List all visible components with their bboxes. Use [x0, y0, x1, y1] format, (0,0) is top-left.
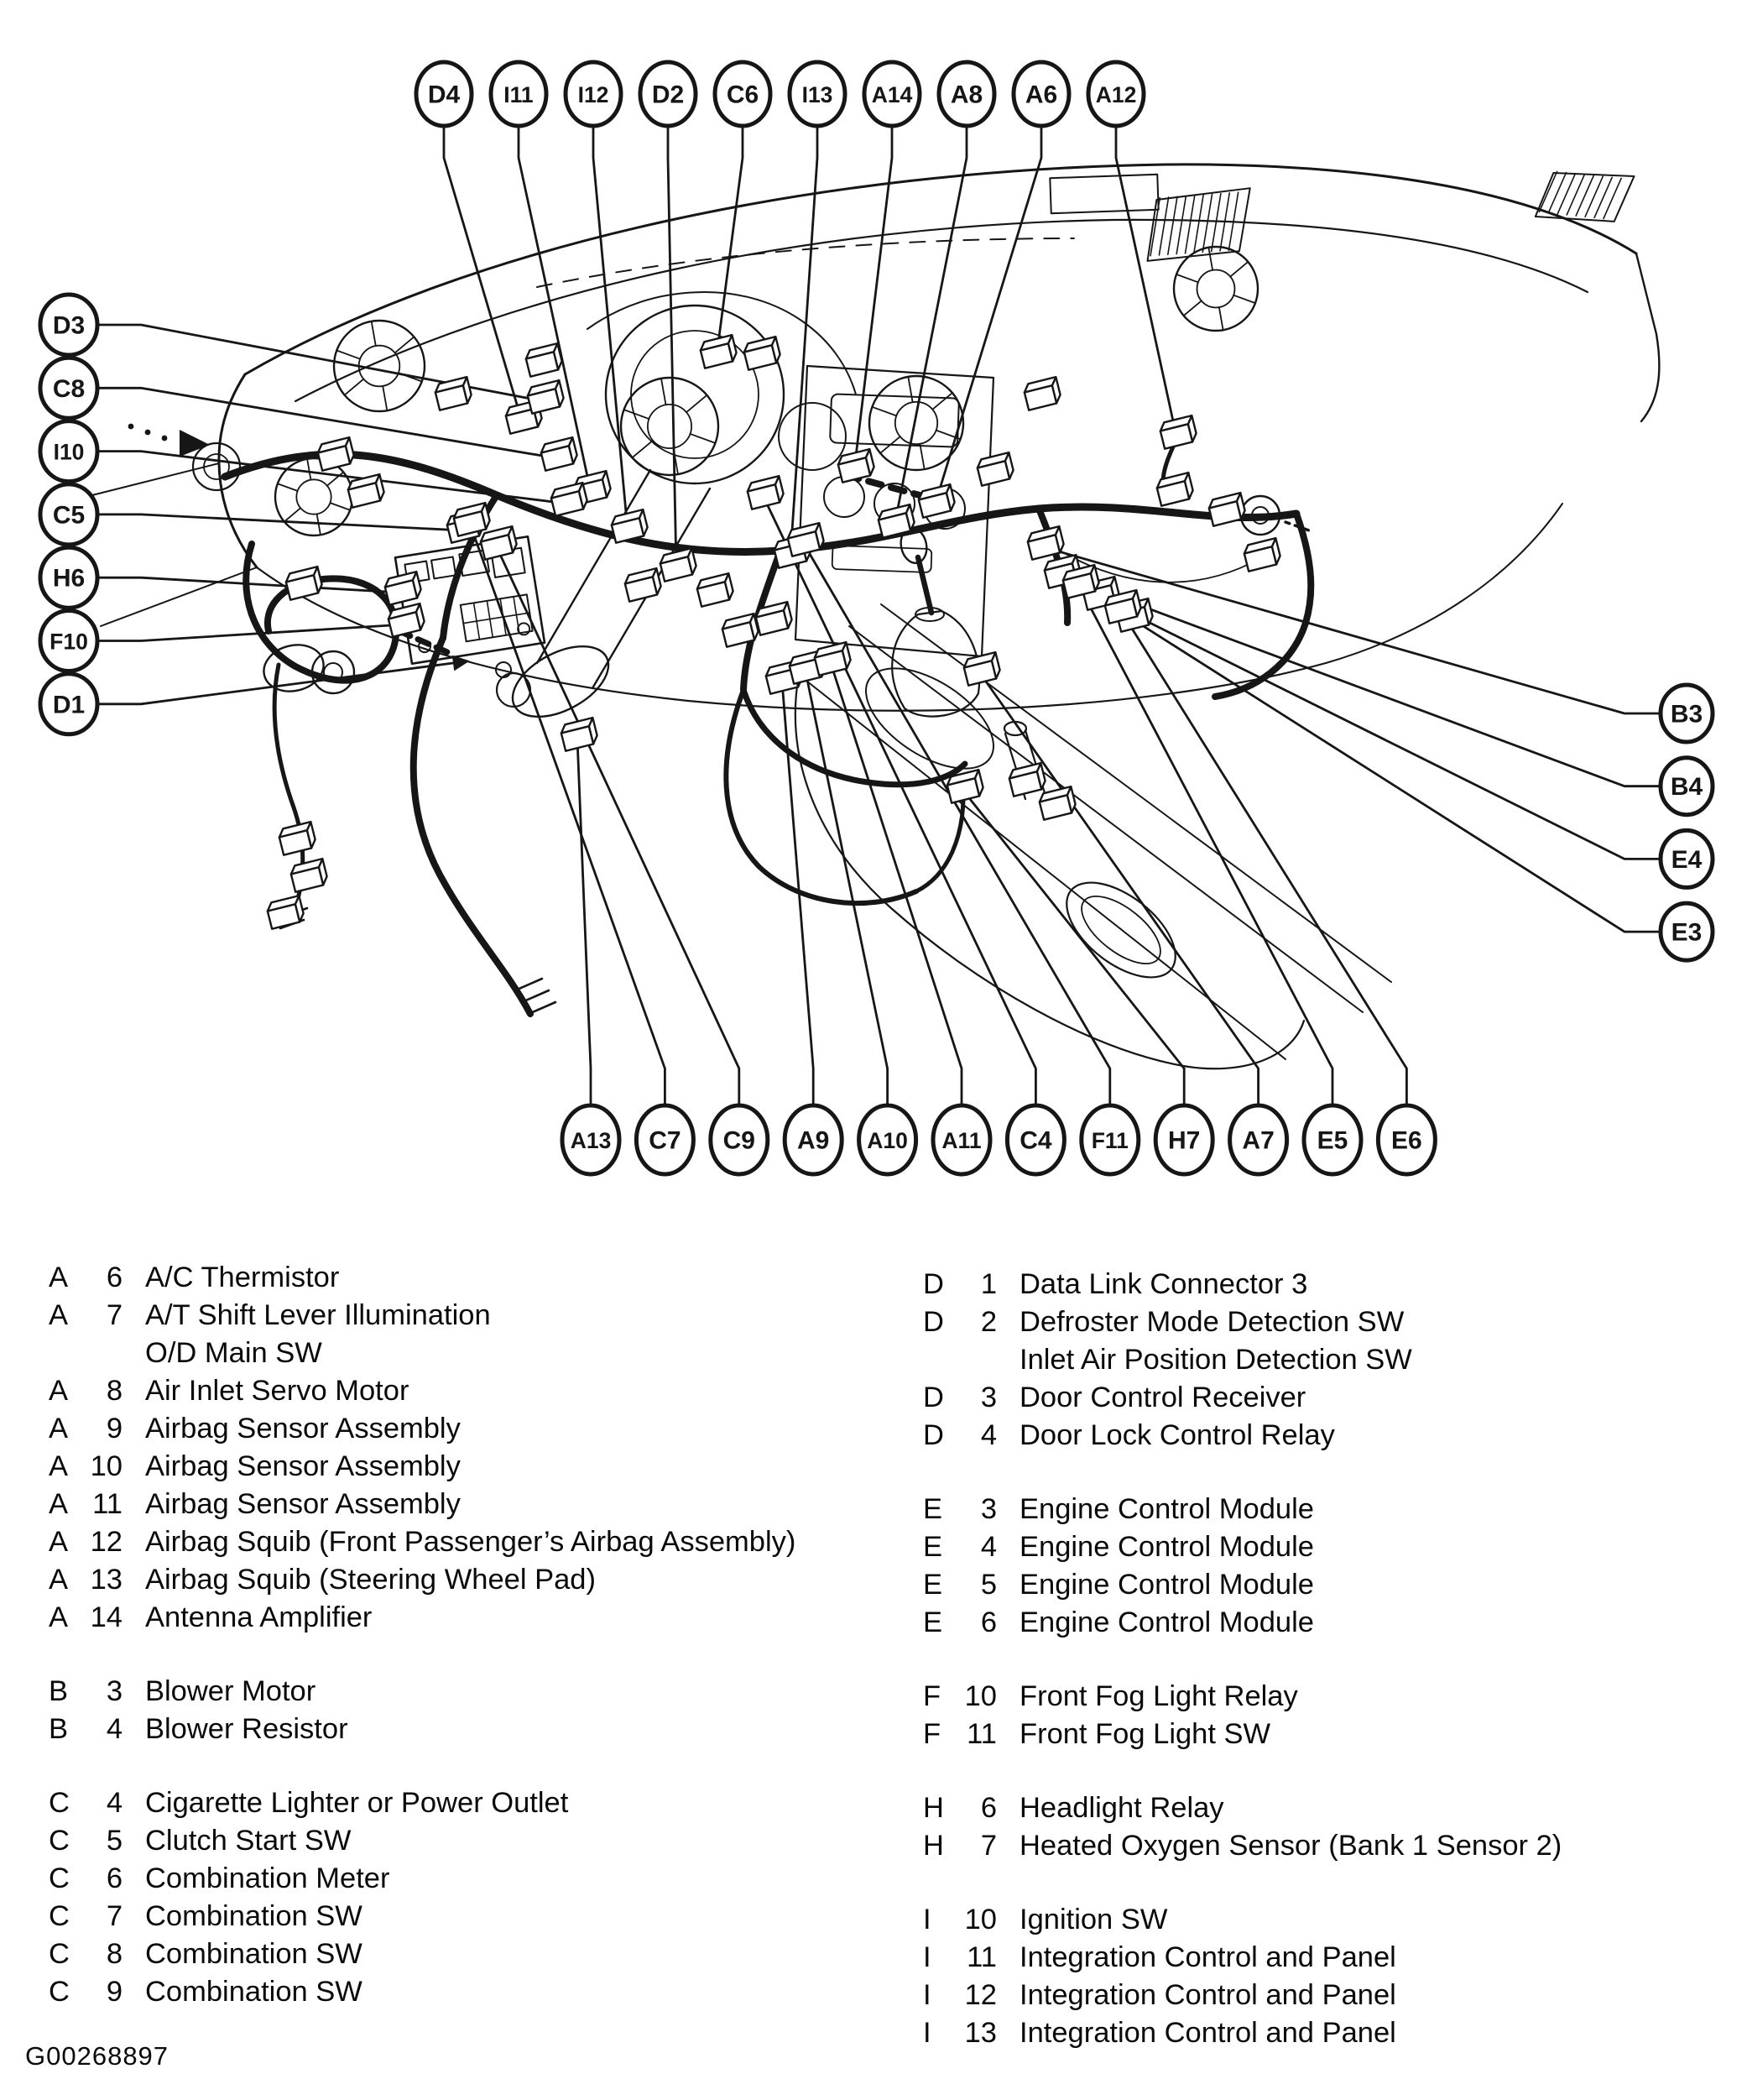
connector-icon — [540, 437, 579, 471]
connector-icon — [383, 572, 423, 605]
legend-row-B4 — [49, 1711, 795, 1748]
callout-E6 — [1378, 1105, 1435, 1174]
legend-row-C7 — [49, 1898, 795, 1935]
connector-icon — [1026, 526, 1066, 560]
callout-E3 — [1661, 903, 1713, 960]
callout-label-D2: D2 — [651, 81, 685, 109]
callout-label-A7: A7 — [1242, 1126, 1275, 1155]
callout-A6 — [1014, 62, 1069, 126]
connector-icon — [560, 718, 599, 751]
legend-number: 4 — [106, 1713, 123, 1745]
callout-label-C6: C6 — [726, 81, 759, 109]
door-speaker — [193, 443, 240, 490]
legend-component-name: Integration Control and Panel — [1020, 2017, 1396, 2049]
connector-icon — [479, 526, 519, 560]
speaker-grille-icon — [1536, 166, 1635, 226]
leader-F11 — [804, 544, 1110, 1105]
connector-icon — [976, 452, 1015, 486]
legend-letter: H — [923, 1830, 944, 1862]
legend-row-C9 — [49, 1973, 795, 2011]
legend-component-name: Airbag Squib (Steering Wheel Pad) — [145, 1564, 596, 1596]
legend-letter: A — [49, 1375, 69, 1407]
legend-row-D4 — [923, 1417, 1562, 1455]
legend-number: 12 — [90, 1526, 123, 1558]
legend-component-name: Engine Control Module — [1020, 1493, 1314, 1525]
callout-label-E3: E3 — [1671, 918, 1703, 947]
callout-A9 — [785, 1105, 842, 1174]
connector-icon — [526, 380, 566, 414]
legend-component-name: Engine Control Module — [1020, 1606, 1314, 1638]
legend-component-name: Combination SW — [145, 1900, 362, 1932]
callout-label-C8: C8 — [52, 374, 86, 403]
legend-row-I13 — [923, 2014, 1562, 2052]
leader-C6 — [717, 126, 743, 356]
legend-number: 13 — [90, 1564, 123, 1596]
legend-letter — [49, 1335, 84, 1372]
legend-number: 3 — [980, 1493, 997, 1525]
callout-B4 — [1661, 758, 1713, 815]
legend-number: 8 — [106, 1375, 123, 1407]
legend-row-H6 — [923, 1789, 1562, 1827]
connector-icon — [347, 474, 386, 508]
legend-letter: C — [49, 1862, 70, 1894]
legend-letter: D — [923, 1306, 944, 1338]
leader-I11 — [519, 126, 591, 492]
callout-E4 — [1661, 830, 1713, 887]
callout-F11 — [1082, 1105, 1139, 1174]
callout-C5 — [40, 484, 97, 545]
callout-label-A12: A12 — [1095, 82, 1137, 107]
legend-letter: A — [49, 1413, 69, 1444]
legend-number: 10 — [964, 1680, 997, 1712]
legend-row-C5 — [49, 1822, 795, 1860]
legend-component-name: Integration Control and Panel — [1020, 1979, 1396, 2011]
legend-component-name: Combination Meter — [145, 1862, 390, 1894]
callout-C6 — [715, 62, 770, 126]
legend-component-name: Door Lock Control Relay — [1020, 1419, 1335, 1451]
connector-icon — [550, 483, 589, 516]
callout-B3 — [1661, 685, 1713, 742]
callout-D2 — [640, 62, 696, 126]
connector-icon — [1023, 377, 1062, 410]
legend-row-C4 — [49, 1784, 795, 1822]
legend-component-name: Airbag Sensor Assembly — [145, 1488, 461, 1520]
legend-row-A10 — [49, 1448, 795, 1486]
legend-number: 3 — [106, 1675, 123, 1707]
leader-I12 — [593, 126, 628, 530]
callout-label-A9: A9 — [797, 1126, 830, 1155]
legend-number: 8 — [106, 1938, 123, 1970]
legend-number: 7 — [980, 1830, 997, 1862]
leader-D4 — [444, 126, 522, 421]
legend-row-F10 — [923, 1678, 1562, 1716]
legend-number: 9 — [106, 1976, 123, 2008]
leader-C4 — [764, 497, 1035, 1105]
leader-E3 — [1133, 619, 1661, 932]
legend-number: 6 — [980, 1606, 997, 1638]
vent-icon — [621, 378, 718, 475]
legend-letter: A — [49, 1262, 69, 1293]
callout-label-A11: A11 — [941, 1128, 982, 1153]
leader-A14 — [854, 126, 892, 470]
legend-component-name: A/C Thermistor — [145, 1262, 340, 1293]
callout-label-E6: E6 — [1391, 1126, 1422, 1155]
leader-F10 — [97, 624, 404, 641]
legend-number: 6 — [106, 1862, 123, 1894]
callout-label-I12: I12 — [577, 82, 609, 107]
callout-I13 — [790, 62, 845, 126]
callout-label-E5: E5 — [1317, 1126, 1348, 1155]
legend-component-name: Heated Oxygen Sensor (Bank 1 Sensor 2) — [1020, 1830, 1562, 1862]
leader-A10 — [806, 671, 888, 1105]
shift-lever — [918, 557, 931, 613]
legend-number: 3 — [980, 1382, 997, 1413]
legend-component-name: Airbag Sensor Assembly — [145, 1450, 461, 1482]
legend-number: 2 — [980, 1306, 997, 1338]
legend-number: 11 — [967, 1718, 997, 1750]
connector-icon — [610, 509, 649, 543]
legend-component-name: Inlet Air Position Detection SW — [1020, 1344, 1412, 1376]
connector-icon — [699, 335, 738, 368]
legend-row-F11 — [923, 1716, 1562, 1753]
legend-number: 12 — [964, 1979, 997, 2011]
callout-label-F10: F10 — [50, 629, 88, 655]
leader-B3 — [1044, 547, 1661, 713]
legend-component-name: Combination SW — [145, 1976, 362, 2008]
connector-icon — [746, 476, 785, 509]
connector-icon — [316, 437, 356, 471]
legend-component-name: O/D Main SW — [145, 1337, 322, 1369]
legend-component-name: Defroster Mode Detection SW — [1020, 1306, 1405, 1338]
connector-icon — [1008, 763, 1047, 797]
leader-arrow-D1 — [452, 656, 470, 671]
legend-row-A11 — [49, 1486, 795, 1523]
legend-component-name: Front Fog Light SW — [1020, 1718, 1271, 1750]
connector-icon — [1155, 473, 1195, 506]
legend-number: 7 — [106, 1900, 123, 1932]
callout-label-A14: A14 — [871, 82, 913, 107]
leader-A13 — [577, 739, 591, 1105]
legend-number: 6 — [106, 1262, 123, 1293]
legend-component-name: Engine Control Module — [1020, 1531, 1314, 1563]
callout-D4 — [416, 62, 472, 126]
legend-letter: E — [923, 1569, 943, 1601]
callout-I12 — [566, 62, 621, 126]
callout-label-A13: A13 — [570, 1128, 612, 1153]
callout-label-B4: B4 — [1670, 773, 1703, 802]
callout-label-I13: I13 — [801, 82, 833, 107]
leader-A6 — [935, 126, 1041, 505]
legend-number: 13 — [964, 2017, 997, 2049]
callout-E5 — [1304, 1105, 1361, 1174]
connector-icon — [524, 343, 564, 377]
callout-C4 — [1007, 1105, 1064, 1174]
connector-icon — [289, 859, 329, 892]
legend-right-column — [923, 1266, 1562, 2052]
connector-icon — [837, 449, 876, 483]
callout-label-F11: F11 — [1091, 1128, 1129, 1153]
connector-icon — [1243, 538, 1282, 572]
callout-D1 — [40, 674, 97, 734]
legend-number: 9 — [106, 1413, 123, 1444]
legend-component-name: A/T Shift Lever Illumination — [145, 1299, 491, 1331]
leader-A8 — [894, 126, 967, 525]
legend-component-name: Engine Control Module — [1020, 1569, 1314, 1601]
leader-A12 — [1116, 126, 1176, 436]
legend-letter: A — [49, 1299, 69, 1331]
legend-number: 4 — [106, 1787, 123, 1819]
legend-component-name: Front Fog Light Relay — [1020, 1680, 1298, 1712]
legend-number: 4 — [980, 1531, 997, 1563]
callout-A14 — [864, 62, 920, 126]
connector-icon — [743, 337, 782, 370]
legend-letter: I — [923, 1941, 931, 1973]
legend-row-A7-cont — [49, 1335, 795, 1372]
legend-number: 10 — [964, 1904, 997, 1935]
legend-row-E5 — [923, 1566, 1562, 1604]
callout-A13 — [562, 1105, 619, 1174]
legend-letter: E — [923, 1493, 943, 1525]
legend-row-A14 — [49, 1599, 795, 1637]
vent-icon — [1174, 247, 1258, 331]
legend-row-A8 — [49, 1372, 795, 1410]
connector-icon — [452, 503, 492, 536]
connector-icon — [962, 652, 1002, 686]
callout-circles — [40, 62, 1713, 1174]
legend-letter: I — [923, 1979, 931, 2011]
vent-icon — [334, 321, 425, 411]
legend-number: 6 — [980, 1792, 997, 1824]
legend-row-A6 — [49, 1259, 795, 1297]
callout-label-H7: H7 — [1168, 1126, 1201, 1155]
legend-letter: E — [923, 1606, 943, 1638]
legend-number: 1 — [980, 1268, 997, 1300]
callout-label-A6: A6 — [1025, 81, 1058, 109]
legend-number — [84, 1335, 123, 1372]
connector-icon — [1159, 415, 1198, 449]
callout-leader-lines — [97, 126, 1661, 1105]
legend-number: 4 — [980, 1419, 997, 1451]
legend-component-name: Data Link Connector 3 — [1020, 1268, 1308, 1300]
legend-number — [958, 1341, 997, 1379]
callout-A12 — [1088, 62, 1144, 126]
callout-label-C5: C5 — [52, 501, 86, 530]
legend-component-name: Combination SW — [145, 1938, 362, 1970]
callout-label-D1: D1 — [52, 691, 86, 719]
connector-boxes — [266, 335, 1282, 929]
legend-row-E4 — [923, 1528, 1562, 1566]
callout-label-C7: C7 — [649, 1126, 681, 1155]
legend-row-C6 — [49, 1860, 795, 1898]
legend-letter: A — [49, 1450, 69, 1482]
leader-E6 — [1121, 611, 1406, 1105]
legend-letter: H — [923, 1792, 944, 1824]
callout-label-A10: A10 — [867, 1128, 908, 1153]
legend-component-name: Blower Motor — [145, 1675, 316, 1707]
legend-row-D3 — [923, 1379, 1562, 1417]
legend-component-name: Integration Control and Panel — [1020, 1941, 1396, 1973]
callout-D3 — [40, 295, 97, 355]
connector-icon — [278, 822, 317, 855]
legend-component-name: Cigarette Lighter or Power Outlet — [145, 1787, 569, 1819]
legend-letter: I — [923, 1904, 931, 1935]
callout-F10 — [40, 611, 97, 671]
legend-letter: D — [923, 1268, 944, 1300]
connector-icon — [721, 614, 760, 647]
legend-row-I11 — [923, 1939, 1562, 1977]
leader-I13 — [790, 126, 817, 556]
legend-letter: E — [923, 1531, 943, 1563]
connector-icon — [623, 568, 663, 602]
legend-row-E6 — [923, 1604, 1562, 1642]
legend-letter: A — [49, 1564, 69, 1596]
legend-letter — [923, 1341, 958, 1379]
legend-component-name: Ignition SW — [1020, 1904, 1168, 1935]
legend-row-I10 — [923, 1901, 1562, 1939]
callout-C7 — [636, 1105, 693, 1174]
callout-A11 — [933, 1105, 990, 1174]
legend-letter: I — [923, 2017, 931, 2049]
connector-icon — [696, 573, 735, 607]
callout-label-D3: D3 — [52, 311, 86, 340]
callout-label-D4: D4 — [427, 81, 461, 109]
legend-left-column — [49, 1259, 795, 2011]
connector-icon — [917, 484, 957, 518]
legend-letter: C — [49, 1825, 70, 1857]
callout-H7 — [1155, 1105, 1212, 1174]
callout-A7 — [1230, 1105, 1287, 1174]
callout-A10 — [859, 1105, 916, 1174]
callout-label-A8: A8 — [950, 81, 983, 109]
callout-A8 — [939, 62, 994, 126]
legend-row-E3 — [923, 1491, 1562, 1528]
legend-letter: B — [49, 1713, 69, 1745]
callout-label-I10: I10 — [53, 439, 85, 465]
legend-row-D2 — [923, 1303, 1562, 1341]
legend-letter: C — [49, 1900, 70, 1932]
connector-icon — [659, 548, 698, 582]
legend-row-B3 — [49, 1673, 795, 1711]
connector-icon — [284, 567, 324, 600]
legend-letter: F — [923, 1680, 941, 1712]
leader-E4 — [1099, 598, 1661, 859]
callout-label-I11: I11 — [503, 82, 534, 107]
legend-row-I12 — [923, 1977, 1562, 2014]
callout-H6 — [40, 547, 97, 608]
legend-component-name: Headlight Relay — [1020, 1792, 1224, 1824]
legend-row-D2-cont — [923, 1341, 1562, 1379]
legend-letter: A — [49, 1526, 69, 1558]
legend-number: 14 — [90, 1601, 123, 1633]
legend-row-D1 — [923, 1266, 1562, 1303]
figure-code: G00268897 — [25, 2041, 169, 2071]
legend-component-name: Antenna Amplifier — [145, 1601, 373, 1633]
legend-number: 7 — [106, 1299, 123, 1331]
callout-label-C4: C4 — [1020, 1126, 1052, 1155]
legend-row-A13 — [49, 1561, 795, 1599]
legend-row-C8 — [49, 1935, 795, 1973]
legend-number: 10 — [90, 1450, 123, 1482]
legend-row-A9 — [49, 1410, 795, 1448]
legend-letter: C — [49, 1976, 70, 2008]
legend-letter: A — [49, 1488, 69, 1520]
callout-C9 — [711, 1105, 768, 1174]
leader-D3 — [97, 325, 544, 401]
legend-letter: F — [923, 1718, 941, 1750]
legend-letter: B — [49, 1675, 69, 1707]
callout-I11 — [491, 62, 546, 126]
legend-letter: A — [49, 1601, 69, 1633]
legend-component-name: Airbag Sensor Assembly — [145, 1413, 461, 1444]
legend-letter: C — [49, 1938, 70, 1970]
mirror-base — [1050, 175, 1158, 213]
callout-label-E4: E4 — [1671, 845, 1703, 874]
callout-label-C9: C9 — [722, 1126, 755, 1155]
legend-row-H7 — [923, 1827, 1562, 1865]
legend-number: 11 — [92, 1488, 123, 1520]
callout-label-B3: B3 — [1670, 700, 1703, 729]
legend-number: 11 — [967, 1941, 997, 1973]
legend-component-name: Clutch Start SW — [145, 1825, 352, 1857]
callout-label-H6: H6 — [52, 564, 86, 593]
callout-I10 — [40, 421, 97, 482]
legend-row-A12 — [49, 1523, 795, 1561]
legend-component-name: Airbag Squib (Front Passenger’s Airbag Assembly) — [145, 1526, 796, 1558]
legend-component-name: Blower Resistor — [145, 1713, 348, 1745]
legend-component-name: Door Control Receiver — [1020, 1382, 1306, 1413]
legend-letter: D — [923, 1419, 944, 1451]
connector-icon — [266, 896, 305, 929]
legend-component-name: Air Inlet Servo Motor — [145, 1375, 409, 1407]
legend-number: 5 — [106, 1825, 123, 1857]
legend-row-A7 — [49, 1297, 795, 1335]
legend-number: 5 — [980, 1569, 997, 1601]
legend-letter: C — [49, 1787, 70, 1819]
legend-letter: D — [923, 1382, 944, 1413]
leader-D2 — [668, 126, 676, 569]
callout-C8 — [40, 358, 97, 418]
